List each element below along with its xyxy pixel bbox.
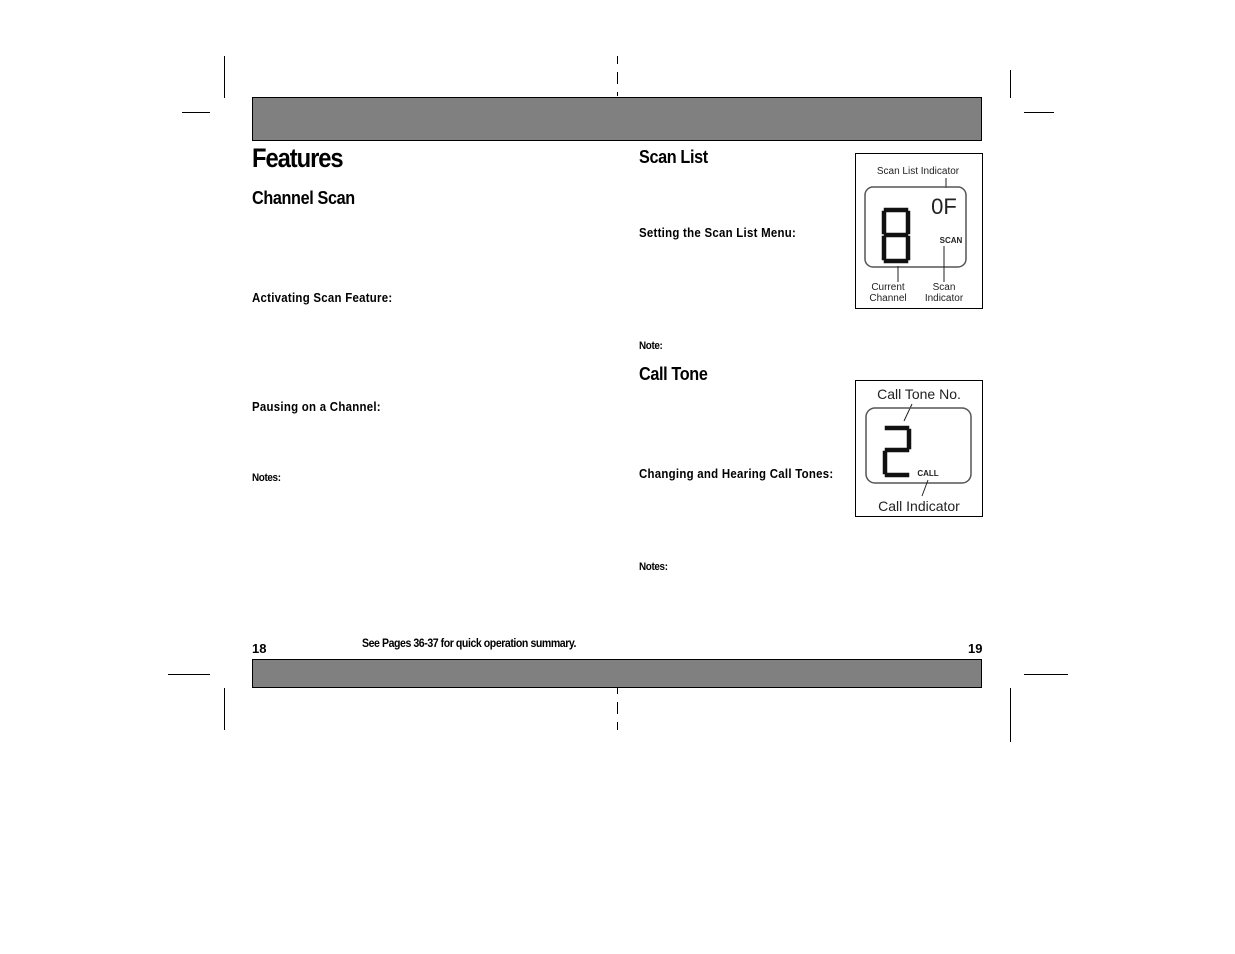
crop-mark (617, 56, 618, 64)
left-notes-label: Notes: (252, 472, 281, 484)
right-notes-label: Notes: (639, 561, 668, 573)
scan-indicator-label-line1: Scan (932, 282, 956, 293)
crop-mark (617, 702, 618, 714)
crop-mark (617, 688, 618, 694)
scan-indicator-label-line2: Indicator (924, 293, 964, 304)
call-tone-heading: Call Tone (639, 364, 708, 384)
crop-mark (182, 112, 210, 113)
crop-mark (168, 674, 210, 675)
current-channel-label-line2: Channel (869, 293, 907, 304)
operation-summary-reference: See Pages 36-37 for quick operation summary. (362, 636, 577, 650)
changing-call-tones-label: Changing and Hearing Call Tones: (639, 466, 834, 481)
setting-scan-list-label: Setting the Scan List Menu: (639, 225, 797, 240)
scan-list-indicator-digits: 0F (931, 194, 957, 219)
crop-mark (1024, 112, 1054, 113)
pausing-channel-label: Pausing on a Channel: (252, 399, 381, 414)
scan-display-illustration (856, 154, 982, 308)
call-tone-number-label: Call Tone No. (877, 386, 961, 402)
left-page-number: 18 (252, 641, 267, 656)
footer-bar (252, 659, 982, 688)
call-tone-digit (885, 428, 909, 475)
call-indicator-label: Call Indicator (878, 498, 960, 514)
crop-mark (1010, 688, 1011, 742)
current-channel-label-line1: Current (871, 282, 905, 293)
crop-mark (1010, 70, 1011, 98)
crop-mark (1024, 674, 1068, 675)
crop-mark (224, 688, 225, 730)
header-bar (252, 97, 982, 141)
page-title: Features (252, 143, 343, 173)
call-indicator-tag: CALL (917, 469, 939, 478)
scan-list-note-label: Note: (639, 340, 663, 352)
right-page-number: 19 (968, 641, 983, 656)
channel-scan-heading: Channel Scan (252, 188, 355, 208)
call-tone-illustration (856, 381, 982, 516)
scan-list-indicator-label: Scan List Indicator (876, 166, 960, 177)
activating-scan-label: Activating Scan Feature: (252, 290, 393, 305)
scan-indicator-tag: SCAN (939, 236, 963, 245)
crop-mark (617, 722, 618, 730)
crop-mark (617, 72, 618, 84)
crop-mark (224, 56, 225, 98)
crop-mark (617, 92, 618, 96)
scan-list-heading: Scan List (639, 147, 708, 167)
call-tone-display-figure (855, 380, 983, 517)
scan-list-display-figure (855, 153, 983, 309)
current-channel-digit (884, 210, 908, 261)
